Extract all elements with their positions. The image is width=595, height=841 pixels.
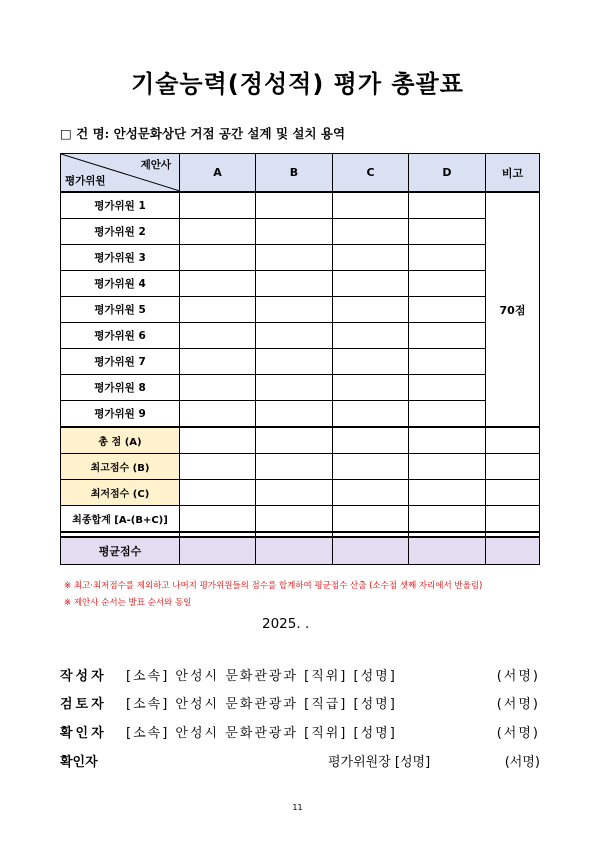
column-header-remark: 비고 [486, 154, 540, 193]
average-cell[interactable] [256, 537, 333, 565]
score-cell[interactable] [333, 297, 409, 323]
average-cell[interactable] [180, 537, 256, 565]
score-cell[interactable] [180, 297, 256, 323]
score-cell[interactable] [409, 427, 486, 454]
evaluator-row [61, 192, 540, 219]
column-header-b: B [256, 154, 333, 193]
score-cell[interactable] [409, 480, 486, 506]
score-cell[interactable] [256, 297, 333, 323]
score-cell[interactable] [180, 271, 256, 297]
score-cell[interactable] [409, 245, 486, 271]
signature-field[interactable]: (서명) [496, 697, 540, 712]
table-header-row [61, 154, 540, 193]
column-header-c: C [333, 154, 409, 193]
score-cell[interactable] [180, 245, 256, 271]
affiliation-text: [소속] 안성시 문화관광과 [직급] [성명] [126, 697, 397, 712]
score-cell[interactable] [333, 323, 409, 349]
score-cell[interactable] [409, 219, 486, 245]
average-cell[interactable] [409, 537, 486, 565]
corner-proposer-label: 제안사 [140, 159, 171, 171]
score-cell[interactable] [180, 427, 256, 454]
score-cell[interactable] [180, 323, 256, 349]
evaluator-label: 평가위원 3 [61, 245, 180, 271]
score-cell[interactable] [180, 219, 256, 245]
evaluator-label: 평가위원 2 [61, 219, 180, 245]
average-cell[interactable] [333, 537, 409, 565]
max-score-label: 최고점수 (B) [61, 454, 180, 480]
score-cell[interactable] [333, 245, 409, 271]
score-cell[interactable] [333, 401, 409, 428]
score-cell[interactable] [256, 375, 333, 401]
score-cell[interactable] [256, 245, 333, 271]
score-cell[interactable] [256, 427, 333, 454]
column-header-a: A [180, 154, 256, 193]
affiliation-text: [소속] 안성시 문화관광과 [직위] [성명] [126, 669, 397, 684]
score-cell[interactable] [409, 297, 486, 323]
score-cell[interactable] [256, 349, 333, 375]
corner-evaluator-label: 평가위원 [65, 175, 106, 187]
role-label: 작성자 [60, 669, 107, 684]
average-row [61, 537, 540, 565]
column-header-d: D [409, 154, 486, 193]
score-cell[interactable] [409, 454, 486, 480]
score-cell[interactable] [333, 271, 409, 297]
score-cell[interactable] [180, 480, 256, 506]
affiliation-text: [소속] 안성시 문화관광과 [직위] [성명] [126, 726, 397, 741]
evaluator-row [61, 297, 540, 323]
evaluator-label: 평가위원 6 [61, 323, 180, 349]
score-cell[interactable] [333, 219, 409, 245]
evaluator-row [61, 323, 540, 349]
evaluation-table [60, 153, 540, 565]
affiliation-text: 평가위원장 [성명] [328, 755, 431, 770]
evaluator-label: 평가위원 8 [61, 375, 180, 401]
evaluator-row [61, 219, 540, 245]
remark-cell[interactable] [486, 427, 540, 454]
score-cell[interactable] [256, 271, 333, 297]
score-cell[interactable] [256, 454, 333, 480]
score-cell[interactable] [180, 454, 256, 480]
evaluator-label: 평가위원 5 [61, 297, 180, 323]
score-cell[interactable] [409, 192, 486, 219]
score-cell[interactable] [256, 323, 333, 349]
score-cell[interactable] [333, 427, 409, 454]
score-cell[interactable] [180, 192, 256, 219]
score-cell[interactable] [333, 480, 409, 506]
score-cell[interactable] [180, 401, 256, 428]
evaluator-row [61, 245, 540, 271]
remark-cell[interactable] [486, 506, 540, 533]
signature-line-chair [60, 751, 540, 769]
remark-cell: 70점 [486, 192, 540, 427]
average-label: 평균점수 [61, 537, 180, 565]
average-cell[interactable] [486, 537, 540, 565]
page-title: 기술능력(정성적) 평가 총괄표 [131, 70, 464, 98]
notes [64, 578, 482, 612]
min-score-label: 최저점수 (C) [61, 480, 180, 506]
total-label: 총 점 (A) [61, 427, 180, 454]
evaluator-label: 평가위원 4 [61, 271, 180, 297]
score-cell[interactable] [333, 349, 409, 375]
role-label: 확인자 [60, 755, 98, 770]
evaluator-row [61, 401, 540, 428]
signature-field[interactable]: (서명) [496, 726, 540, 741]
signature-field[interactable]: (서명) [504, 755, 540, 770]
score-cell[interactable] [409, 375, 486, 401]
min-score-row [61, 480, 540, 506]
score-cell[interactable] [409, 271, 486, 297]
role-label: 검토자 [60, 697, 107, 712]
score-cell[interactable] [409, 323, 486, 349]
score-cell[interactable] [180, 506, 256, 533]
score-cell[interactable] [333, 506, 409, 533]
role-label: 확인자 [60, 726, 107, 741]
max-score-row [61, 454, 540, 480]
score-cell[interactable] [409, 349, 486, 375]
signature-line-author [60, 665, 540, 683]
score-cell[interactable] [409, 401, 486, 428]
score-cell[interactable] [256, 192, 333, 219]
evaluator-label: 평가위원 9 [61, 401, 180, 428]
evaluator-label: 평가위원 1 [61, 192, 180, 219]
final-total-label: 최종합계 [A-(B+C)] [61, 506, 180, 533]
signature-line-confirmer [60, 722, 540, 740]
score-cell[interactable] [256, 506, 333, 533]
score-cell[interactable] [333, 192, 409, 219]
date: 2025. . [262, 616, 310, 632]
final-total-row [61, 506, 540, 533]
evaluator-row [61, 375, 540, 401]
score-cell[interactable] [256, 219, 333, 245]
score-cell[interactable] [180, 375, 256, 401]
note-rounding: ※ 최고·최저점수를 제외하고 나머지 평가위원들의 점수를 합계하여 평균점수 산출 (소수점 셋째 자리에서 반올림) [64, 581, 483, 591]
remark-cell[interactable] [486, 480, 540, 506]
score-cell[interactable] [256, 401, 333, 428]
page-number: 11 [292, 803, 303, 812]
project-name: □ 건 명: 안성문화상단 거점 공간 설계 및 설치 용역 [60, 126, 346, 141]
remark-cell[interactable] [486, 454, 540, 480]
score-cell[interactable] [333, 454, 409, 480]
total-row [61, 427, 540, 454]
score-cell[interactable] [409, 506, 486, 533]
note-order: ※ 제안사 순서는 발표 순서와 동일 [64, 598, 192, 608]
score-cell[interactable] [333, 375, 409, 401]
evaluator-label: 평가위원 7 [61, 349, 180, 375]
evaluator-row [61, 271, 540, 297]
evaluator-row [61, 349, 540, 375]
score-cell[interactable] [180, 349, 256, 375]
signature-line-reviewer [60, 693, 540, 711]
score-cell[interactable] [256, 480, 333, 506]
signature-field[interactable]: (서명) [496, 669, 540, 684]
header-corner-cell [61, 154, 180, 193]
